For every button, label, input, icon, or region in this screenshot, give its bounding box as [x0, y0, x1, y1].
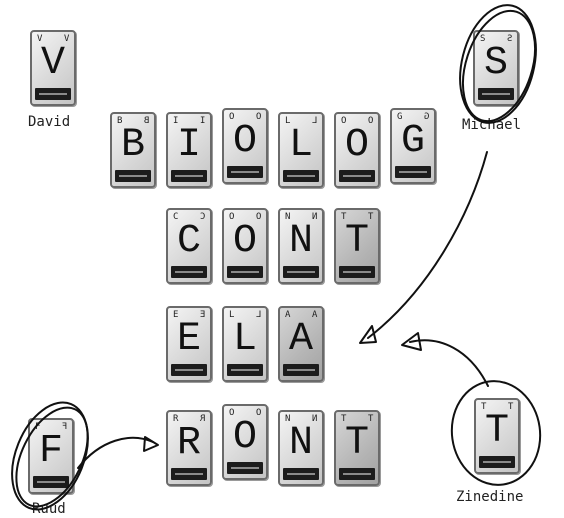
tile-corner-mark: S [480, 34, 486, 44]
tile-corner-mark: T [367, 414, 373, 424]
tile-letter: L [232, 317, 257, 362]
word-tile [166, 208, 212, 284]
tile-corner-mark: O [255, 212, 261, 222]
tile-corner-mark: O [255, 112, 261, 122]
tile-label-strip [227, 266, 263, 278]
tile-corner-mark: T [341, 414, 347, 424]
tile-player-david [30, 30, 76, 106]
tile-letter: C [176, 219, 201, 264]
tile-letter: L [288, 123, 313, 168]
tile-corner-mark: O [229, 408, 235, 418]
word-tile [222, 306, 268, 382]
tile-corner-mark: T [507, 402, 513, 412]
tile-corner-mark: T [481, 402, 487, 412]
tile-label-strip [283, 266, 319, 278]
tile-letter: R [176, 421, 201, 466]
tile-corner-mark: B [143, 116, 149, 126]
tile-corner-mark: S [506, 34, 512, 44]
tile-letter: B [120, 123, 145, 168]
word-tile [222, 108, 268, 184]
tile-corner-mark: E [173, 310, 179, 320]
tile-corner-mark: F [61, 422, 67, 432]
tile-corner-mark: L [229, 310, 235, 320]
tile-corner-mark: T [367, 212, 373, 222]
tile-label-strip [227, 462, 263, 474]
tile-corner-mark: O [229, 212, 235, 222]
tile-corner-mark: I [173, 116, 179, 126]
tile-corner-mark: C [173, 212, 179, 222]
player-name-david: David [28, 114, 71, 130]
player-name-zinedine: Zinedine [456, 489, 524, 505]
tile-letter: N [288, 421, 313, 466]
tile-player-michael [473, 30, 519, 106]
tile-corner-mark: R [173, 414, 179, 424]
tile-corner-mark: B [117, 116, 123, 126]
tile-corner-mark: O [229, 112, 235, 122]
word-tile [110, 112, 156, 188]
arrowhead-ruud [144, 437, 158, 451]
tile-label-strip [339, 170, 375, 182]
arrow-ruud-to-row-4 [78, 438, 153, 468]
tile-label-strip [227, 166, 263, 178]
tile-corner-mark: G [397, 112, 403, 122]
tile-label-strip [395, 166, 431, 178]
tile-corner-mark: A [285, 310, 291, 320]
tile-label-strip [171, 170, 207, 182]
word-tile [390, 108, 436, 184]
word-tile [166, 410, 212, 486]
arrowhead-zinedine [402, 333, 421, 350]
tile-letter: V [40, 41, 65, 86]
tile-label-strip [115, 170, 151, 182]
tile-corner-mark: N [285, 414, 291, 424]
tile-letter: F [38, 429, 63, 474]
tile-label-strip [33, 476, 69, 488]
tile-letter: T [344, 219, 369, 264]
tile-letter: G [400, 119, 425, 164]
tile-corner-mark: L [285, 116, 291, 126]
word-tile [278, 306, 324, 382]
tile-player-zinedine [474, 398, 520, 474]
word-tile [278, 112, 324, 188]
arrow-zinedine-to-row-3 [410, 340, 488, 386]
tile-corner-mark: A [311, 310, 317, 320]
tile-corner-mark: O [341, 116, 347, 126]
tile-letter: N [288, 219, 313, 264]
tile-letter: T [484, 409, 509, 454]
tile-label-strip [171, 468, 207, 480]
tile-letter: S [483, 41, 508, 86]
word-tile [222, 208, 268, 284]
tile-label-strip [479, 456, 515, 468]
tile-letter: O [232, 119, 257, 164]
word-tile [334, 410, 380, 486]
tile-corner-mark: C [199, 212, 205, 222]
arrowhead-michael [360, 326, 376, 343]
word-tile [278, 208, 324, 284]
tile-corner-mark: N [285, 212, 291, 222]
tile-letter: T [344, 421, 369, 466]
word-tile [166, 306, 212, 382]
tile-corner-mark: F [35, 422, 41, 432]
tile-letter: I [176, 123, 201, 168]
tile-label-strip [227, 364, 263, 376]
player-name-ruud: Ruud [32, 501, 66, 517]
tile-corner-mark: I [199, 116, 205, 126]
tile-corner-mark: L [255, 310, 261, 320]
tile-letter: O [232, 415, 257, 460]
tile-corner-mark: E [199, 310, 205, 320]
tile-corner-mark: R [199, 414, 205, 424]
word-tile [166, 112, 212, 188]
word-tile [334, 112, 380, 188]
word-tile [334, 208, 380, 284]
tile-letter: O [232, 219, 257, 264]
tile-corner-mark: L [311, 116, 317, 126]
word-tile [278, 410, 324, 486]
tile-label-strip [478, 88, 514, 100]
tile-label-strip [339, 468, 375, 480]
tile-corner-mark: V [63, 34, 69, 44]
tile-corner-mark: N [311, 212, 317, 222]
tile-letter: O [344, 123, 369, 168]
tile-letter: A [288, 317, 313, 362]
tile-label-strip [171, 364, 207, 376]
tile-label-strip [283, 170, 319, 182]
tile-label-strip [339, 266, 375, 278]
tile-corner-mark: N [311, 414, 317, 424]
tile-label-strip [283, 468, 319, 480]
tile-letter: E [176, 317, 201, 362]
tile-corner-mark: O [367, 116, 373, 126]
tile-corner-mark: V [37, 34, 43, 44]
tile-corner-mark: O [255, 408, 261, 418]
player-name-michael: Michael [462, 117, 522, 133]
tile-corner-mark: G [423, 112, 429, 122]
tile-label-strip [35, 88, 71, 100]
word-tile [222, 404, 268, 480]
tile-label-strip [283, 364, 319, 376]
tile-corner-mark: T [341, 212, 347, 222]
tile-player-ruud [28, 418, 74, 494]
tile-label-strip [171, 266, 207, 278]
